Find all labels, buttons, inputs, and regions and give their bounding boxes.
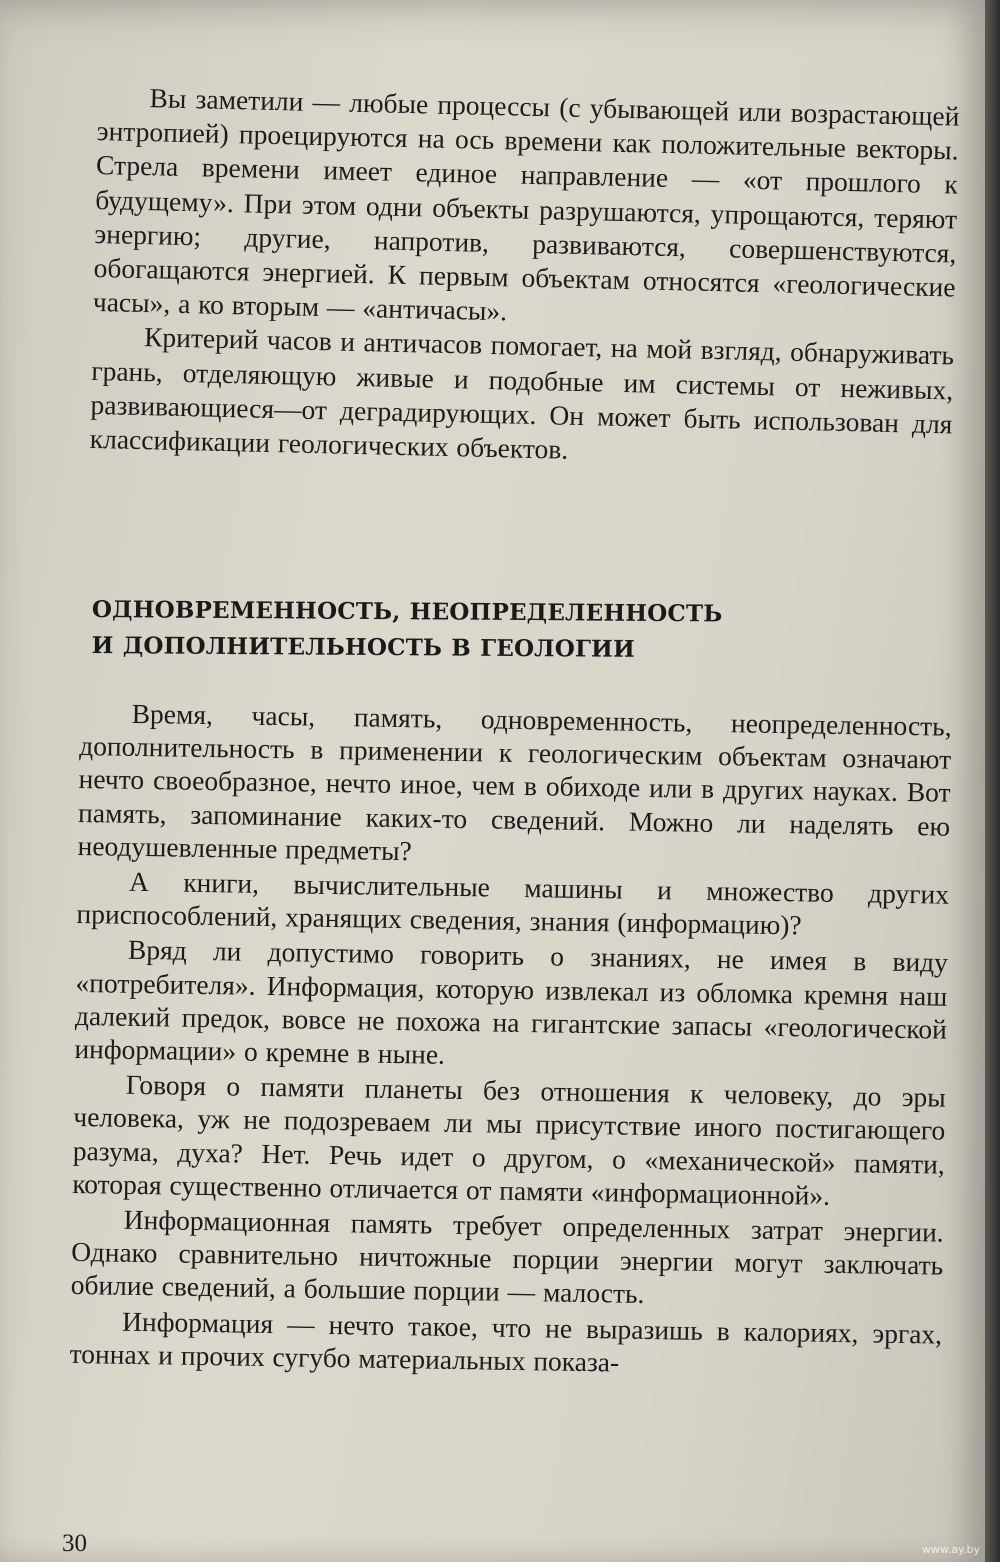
paragraph-clock-criterion: Критерий часов и античасов помогает, на мой взгляд, обнаруживать грань, отделяющую живые и подобные им системы от неживых, развивающиеся—от деградирующих. Он может быть использован для классификации геологических объектов. [89, 321, 955, 465]
paragraph-information-memory: Информационная память требует определенных затрат энергии. Однако сравнительно ничтожные порции энергии могут заключать обилие сведений, а большие порции — малость. [70, 1203, 944, 1310]
page-number: 30 [62, 1530, 87, 1557]
paragraph-information-definition: Информация — нечто такое, что не выразишь в калориях, эргах, тоннах и прочих сугубо материальных показа- [69, 1305, 943, 1378]
paragraph-entropy: Вы заметили — любые процессы (с убывающей или возрастающей энтропией) проецируются на ось времени как положительные векторы. Стрела времени имеет единое направление — «от прошлого к будущему». При этом одни объекты разрушаются, упрощаются, теряют энергию; другие, напротив, развиваются, совершенствуются, обогащаются энергией. К первым объектам относятся «геологические часы», а ко вторым — «античасы». [92, 82, 960, 327]
top-text-block [89, 80, 959, 476]
section-heading-line2: И ДОПОЛНИТЕЛЬНОСТЬ В ГЕОЛОГИИ [91, 631, 636, 663]
section-body [69, 696, 951, 1384]
section-heading-line1: ОДНОВРЕМЕННОСТЬ, НЕОПРЕДЕЛЕННОСТЬ [91, 595, 723, 628]
section-heading [91, 592, 953, 670]
paragraph-consumer: Вряд ли допустимо говорить о знаниях, не имея в виду «потребителя». Информация, которую извлекал из обломка кремня наш далекий предок, вовсе не похожа на гигантские запасы «геологической информации» о кремне в ныне. [74, 934, 949, 1070]
paragraph-time-memory: Время, часы, память, одновременность, неопределенность, дополнительность в применении к геологическим объектам означают нечто своеобразное, нечто иное, чем в обиходе или в других науках. Вот память, запоминание каких-то сведений. Можно ли наделять ею неодушевленные предметы? [77, 697, 952, 867]
book-edge [985, 0, 1000, 1562]
paragraph-planet-memory: Говоря о памяти планеты без отношения к человеку, до эры человека, уж не подозреваем ли мы присутствие иного постигающего разума, духа? Нет. Речь идет о другом, о «механической» памяти, которая существенно отличается от памяти «информационной». [72, 1069, 947, 1211]
watermark: www.ay.by [921, 1543, 980, 1556]
paragraph-books-machines: А книги, вычислительные машины и множество других приспособлений, хранящих сведения, знания (информацию)? [76, 865, 950, 941]
